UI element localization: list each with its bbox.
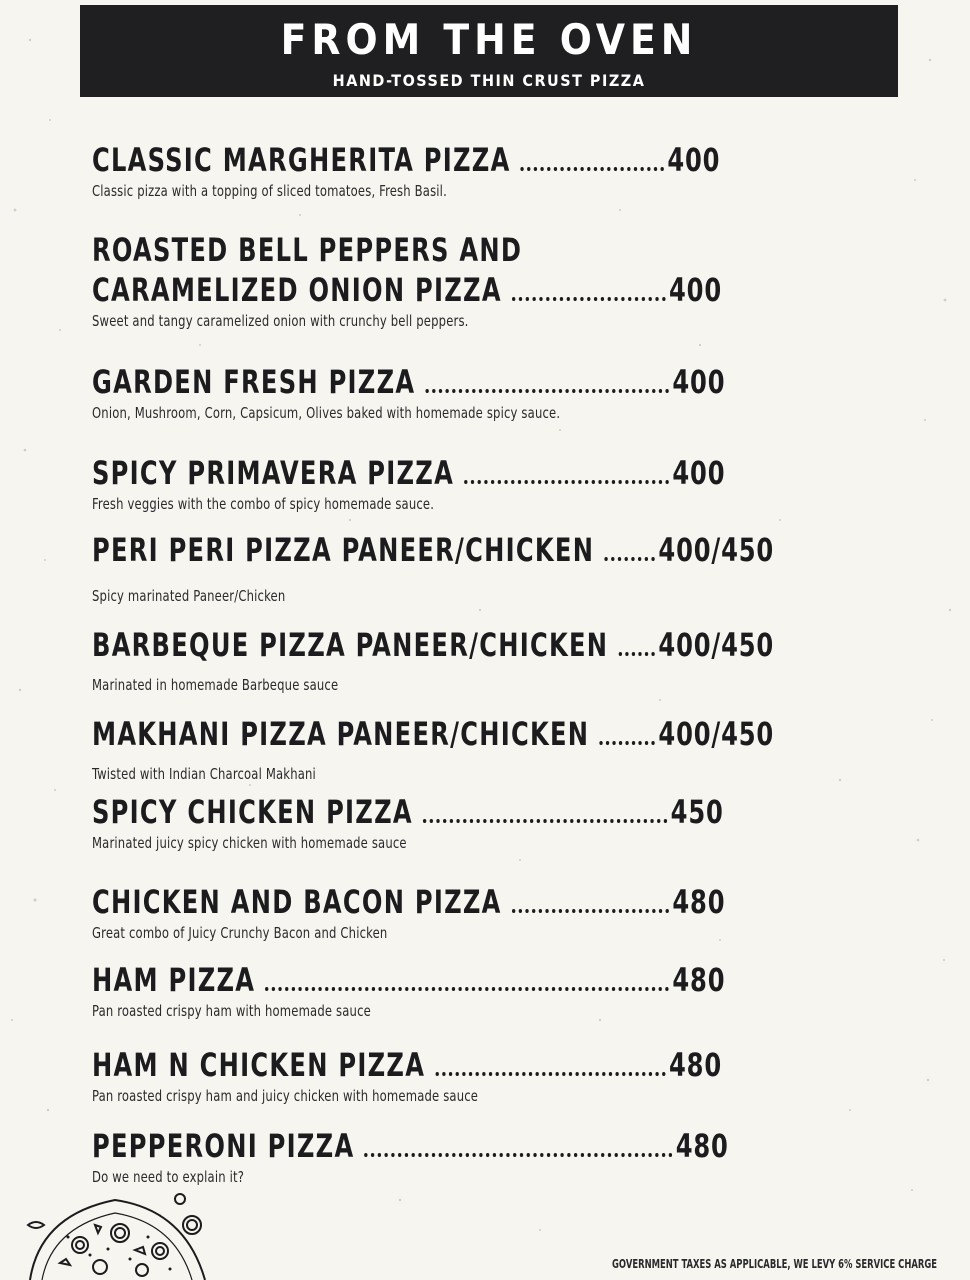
item-price: 400/450 bbox=[658, 531, 775, 569]
item-description: Onion, Mushroom, Corn, Capsicum, Olives baked with homemade spicy sauce. bbox=[92, 404, 561, 422]
section-title: FROM THE OVEN bbox=[280, 15, 698, 64]
item-name: CHICKEN AND BACON PIZZA bbox=[92, 883, 502, 921]
leader-dots bbox=[265, 987, 669, 991]
menu-item-spicy-chicken bbox=[92, 792, 844, 853]
leader-dots bbox=[604, 557, 655, 561]
item-price: 400 bbox=[672, 363, 726, 401]
service-charge-note: GOVERNMENT TAXES AS APPLICABLE, WE LEVY 6% SERVICE CHARGE bbox=[612, 1257, 938, 1271]
item-price: 480 bbox=[669, 1046, 722, 1084]
item-price: 400/450 bbox=[658, 626, 775, 664]
item-description: Twisted with Indian Charcoal Makhani bbox=[92, 765, 316, 783]
menu-item-classic-margherita bbox=[92, 140, 840, 201]
item-name: GARDEN FRESH PIZZA bbox=[92, 363, 416, 401]
item-price: 400 bbox=[669, 271, 722, 309]
leader-dots bbox=[464, 480, 669, 484]
item-price: 480 bbox=[675, 1127, 729, 1165]
menu-item-peri-peri bbox=[92, 530, 904, 606]
item-description: Classic pizza with a topping of sliced tomatoes, Fresh Basil. bbox=[92, 182, 447, 200]
menu-item-makhani bbox=[92, 714, 904, 784]
item-price: 400/450 bbox=[658, 715, 775, 753]
item-price: 400 bbox=[672, 454, 726, 492]
menu-item-barbeque bbox=[92, 625, 904, 695]
menu-item-ham-n-chicken bbox=[92, 1045, 842, 1106]
item-description: Marinated juicy spicy chicken with homemade sauce bbox=[92, 834, 407, 852]
item-description: Great combo of Juicy Crunchy Bacon and Chicken bbox=[92, 924, 388, 942]
item-description: Pan roasted crispy ham with homemade sauce bbox=[92, 1002, 371, 1020]
leader-dots bbox=[425, 389, 669, 393]
item-name: CARAMELIZED ONION PIZZA bbox=[92, 271, 502, 309]
item-description: Pan roasted crispy ham and juicy chicken with homemade sauce bbox=[92, 1087, 479, 1105]
pizza-illustration-icon bbox=[20, 1185, 220, 1280]
item-price: 450 bbox=[670, 793, 724, 831]
leader-dots bbox=[521, 167, 664, 171]
item-description: Marinated in homemade Barbeque sauce bbox=[92, 676, 339, 694]
item-description: Spicy marinated Paneer/Chicken bbox=[92, 587, 286, 605]
item-name: HAM N CHICKEN PIZZA bbox=[92, 1046, 426, 1084]
leader-dots bbox=[512, 297, 666, 301]
item-description: Sweet and tangy caramelized onion with crunchy bell peppers. bbox=[92, 312, 469, 330]
item-name: PERI PERI PIZZA PANEER/CHICKEN bbox=[92, 531, 595, 569]
menu-item-spicy-primavera bbox=[92, 453, 846, 514]
item-name-line1: ROASTED BELL PEPPERS AND bbox=[92, 231, 523, 269]
menu-item-ham bbox=[92, 960, 846, 1021]
menu-item-garden-fresh bbox=[92, 362, 846, 423]
item-name: BARBEQUE PIZZA PANEER/CHICKEN bbox=[92, 626, 609, 664]
menu-item-chicken-bacon bbox=[92, 882, 846, 943]
item-name: CLASSIC MARGHERITA PIZZA bbox=[92, 141, 511, 179]
leader-dots bbox=[618, 652, 655, 656]
menu-item-pepperoni bbox=[92, 1126, 850, 1187]
item-name: HAM PIZZA bbox=[92, 961, 256, 999]
leader-dots bbox=[365, 1153, 673, 1157]
item-name: PEPPERONI PIZZA bbox=[92, 1127, 355, 1165]
item-name: SPICY PRIMAVERA PIZZA bbox=[92, 454, 455, 492]
item-description: Fresh veggies with the combo of spicy homemade sauce. bbox=[92, 495, 435, 513]
leader-dots bbox=[512, 909, 669, 913]
section-subtitle: HAND-TOSSED THIN CRUST PIZZA bbox=[332, 71, 646, 90]
item-name: MAKHANI PIZZA PANEER/CHICKEN bbox=[92, 715, 590, 753]
leader-dots bbox=[423, 819, 667, 823]
item-description: Do we need to explain it? bbox=[92, 1168, 245, 1186]
menu-header bbox=[80, 5, 898, 97]
item-name: SPICY CHICKEN PIZZA bbox=[92, 793, 413, 831]
item-price: 400 bbox=[667, 141, 721, 179]
item-price: 480 bbox=[672, 961, 726, 999]
item-price: 480 bbox=[672, 883, 726, 921]
menu-item-roasted-bell-peppers bbox=[92, 230, 842, 331]
leader-dots bbox=[599, 741, 655, 745]
leader-dots bbox=[435, 1072, 665, 1076]
